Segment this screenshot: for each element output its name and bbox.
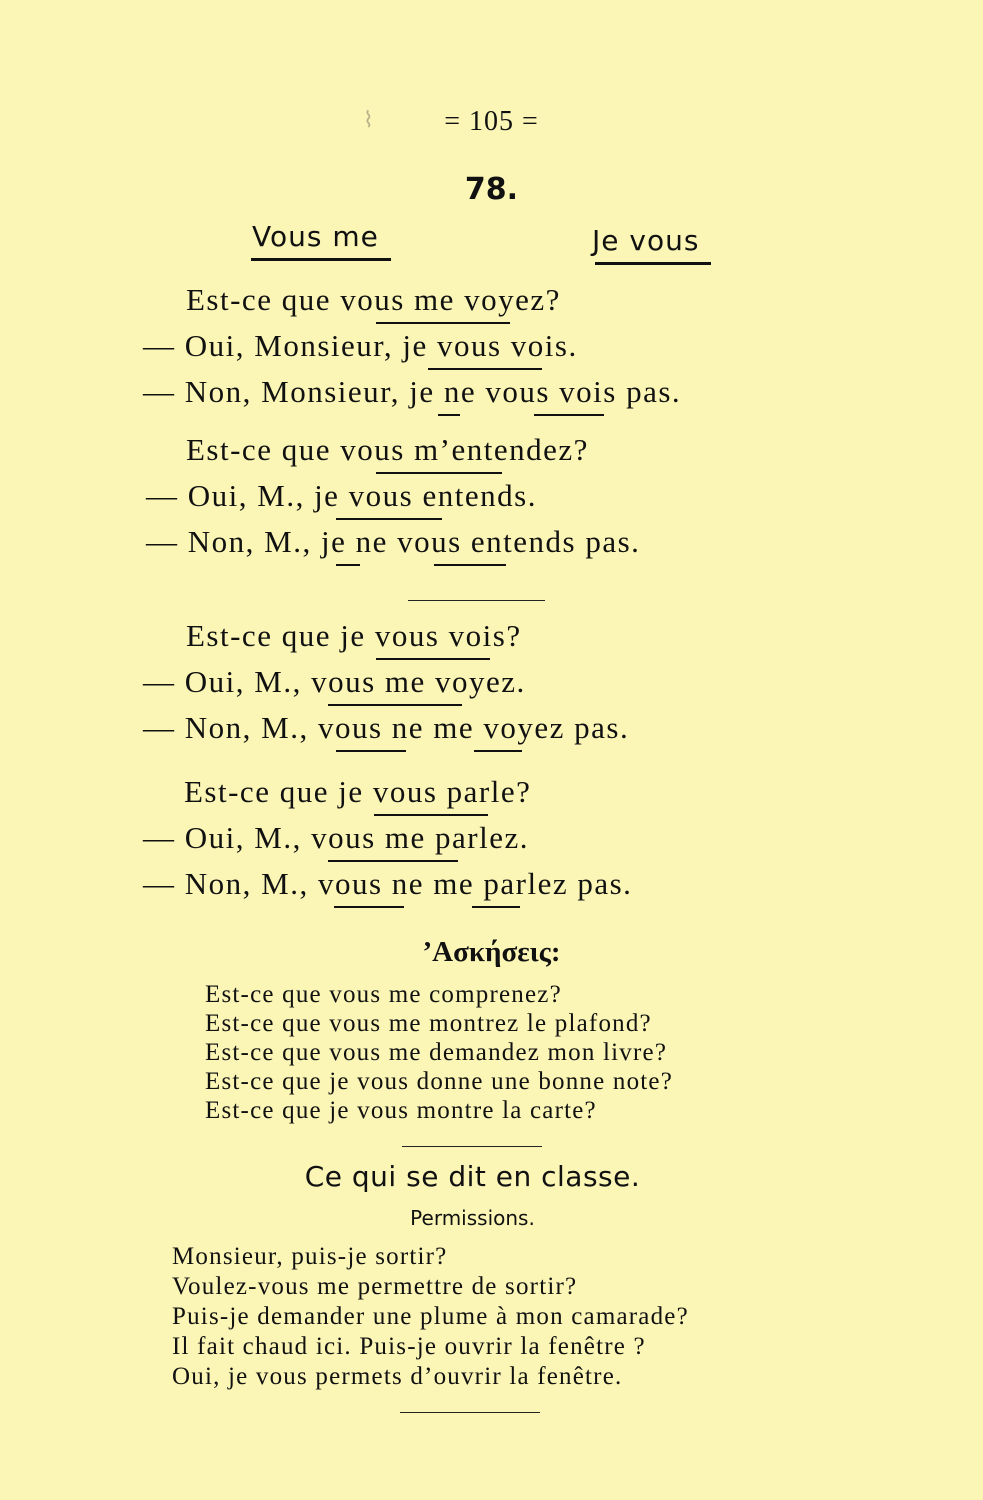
drill-line <box>143 866 632 902</box>
header-right-rule <box>595 262 711 265</box>
header-left-rule <box>251 258 391 261</box>
drill-text: — Oui, M., je vous entends. <box>146 478 537 513</box>
drill-line <box>143 710 629 746</box>
separator-rule <box>402 1146 542 1147</box>
drill-line <box>186 432 589 468</box>
lesson-number: 78. <box>464 172 519 207</box>
pronoun-underline <box>428 368 542 370</box>
pronoun-underline <box>334 906 404 908</box>
page-number: = 105 = <box>444 106 539 137</box>
drill-line <box>143 328 578 364</box>
pronoun-underline <box>474 750 522 752</box>
exercise-line: Est-ce que je vous montre la carte? <box>205 1097 597 1124</box>
pronoun-underline <box>374 814 488 816</box>
drill-line <box>146 524 640 560</box>
exercise-line: Est-ce que je vous donne une bonne note? <box>205 1068 674 1095</box>
pronoun-underline <box>328 860 458 862</box>
drill-text: Est-ce que vous me voyez? <box>186 282 561 317</box>
drill-text: — Non, M., je ne vous entends pas. <box>146 524 641 559</box>
drill-line <box>143 820 529 856</box>
pronoun-underline <box>336 750 406 752</box>
drill-text: — Non, M., vous ne me parlez pas. <box>143 866 633 901</box>
pronoun-underline <box>328 704 462 706</box>
pronoun-underline <box>376 658 490 660</box>
drill-text: — Non, Monsieur, je ne vous vois pas. <box>143 374 682 409</box>
exercise-line: Est-ce que vous me montrez le plafond? <box>205 1010 652 1037</box>
drill-text: Est-ce que je vous parle? <box>184 774 532 809</box>
drill-text: — Non, M., vous ne me voyez pas. <box>143 710 630 745</box>
drill-text: — Oui, Monsieur, je vous vois. <box>143 328 578 363</box>
class-phrase: Monsieur, puis-je sortir? <box>172 1243 448 1270</box>
pronoun-underline <box>472 906 520 908</box>
drill-line <box>184 774 531 810</box>
section-subtitle: Permissions. <box>410 1206 535 1230</box>
section-title: Ce qui se dit en classe. <box>304 1160 641 1193</box>
class-phrase: Puis-je demander une plume à mon camarade? <box>172 1303 689 1330</box>
pronoun-underline <box>376 472 502 474</box>
drill-text: — Oui, M., vous me parlez. <box>143 820 529 855</box>
separator-rule <box>400 1412 540 1413</box>
pronoun-underline <box>336 564 360 566</box>
exercises-title: ’Ασκήσεις: <box>422 936 561 968</box>
exercise-line: Est-ce que vous me demandez mon livre? <box>205 1039 668 1066</box>
drill-line <box>186 282 561 318</box>
drill-line <box>186 618 522 654</box>
pronoun-underline <box>376 322 510 324</box>
drill-text: Est-ce que je vous vois? <box>186 618 522 653</box>
class-phrase: Il fait chaud ici. Puis-je ouvrir la fenêtre ? <box>172 1333 646 1360</box>
pronoun-underline <box>434 564 506 566</box>
separator-rule <box>408 600 545 601</box>
class-phrase: Voulez-vous me permettre de sortir? <box>172 1273 578 1300</box>
drill-text: Est-ce que vous m’entendez? <box>186 432 589 467</box>
drill-text: — Oui, M., vous me voyez. <box>143 664 526 699</box>
pronoun-underline <box>336 518 442 520</box>
class-phrase: Oui, je vous permets d’ouvrir la fenêtre. <box>172 1363 623 1390</box>
header-je-vous: Je vous <box>592 224 700 257</box>
pronoun-underline <box>438 414 460 416</box>
pronoun-underline <box>534 414 604 416</box>
exercise-line: Est-ce que vous me comprenez? <box>205 981 562 1008</box>
drill-line <box>143 374 681 410</box>
header-vous-me: Vous me <box>252 220 379 253</box>
drill-line <box>146 478 537 514</box>
drill-line <box>143 664 526 700</box>
ink-smudge: ⌇ <box>363 108 374 133</box>
